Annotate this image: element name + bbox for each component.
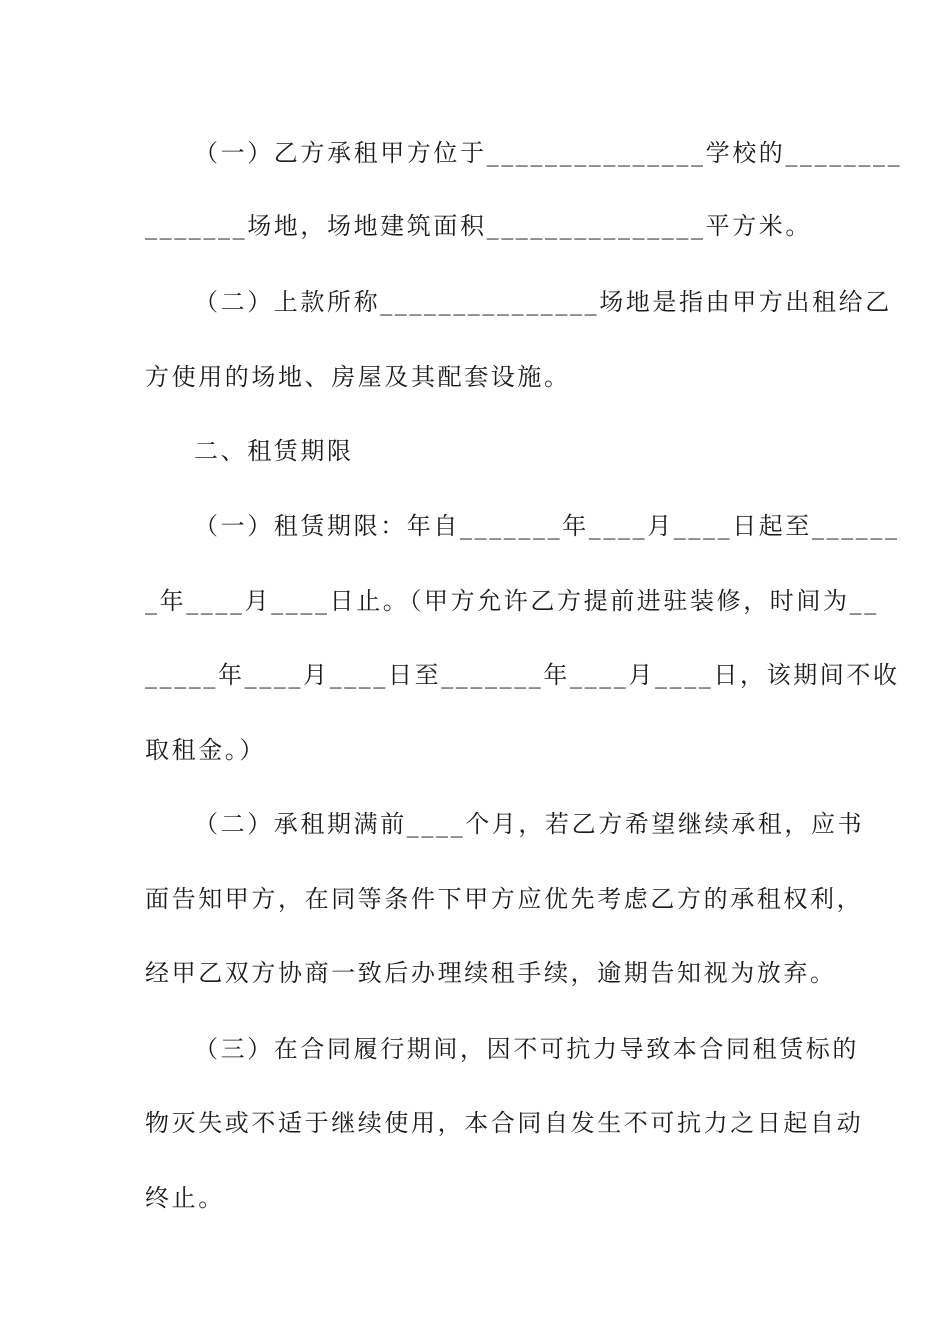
clause-2-1-line-2: _年____月____日止。（甲方允许乙方提前进驻装修，时间为__ — [145, 587, 879, 615]
clause-1-2-line-2: 方使用的场地、房屋及其配套设施。 — [145, 363, 571, 391]
clause-2-2-line-1: （二）承租期满前____个月，若乙方希望继续承租，应书 — [194, 810, 865, 838]
clause-1-1-line-2: _______场地，场地建筑面积_______________平方米。 — [145, 212, 812, 240]
clause-2-2-line-3: 经甲乙双方协商一致后办理续租手续，逾期告知视为放弃。 — [145, 959, 837, 987]
clause-2-2-line-2: 面告知甲方，在同等条件下甲方应优先考虑乙方的承租权利， — [145, 885, 864, 913]
clause-2-3-line-1: （三）在合同履行期间，因不可抗力导致本合同租赁标的 — [194, 1035, 859, 1063]
clause-2-1-line-4: 取租金。） — [145, 736, 266, 764]
clause-2-3-line-3: 终止。 — [145, 1184, 225, 1212]
section-heading-lease-term: 二、租赁期限 — [194, 437, 354, 465]
clause-1-1-line-1: （一）乙方承租甲方位于_______________学校的________ — [194, 139, 903, 167]
clause-2-1-line-1: （一）租赁期限：年自_______年____月____日起至______ — [194, 512, 900, 540]
clause-1-2-line-1: （二）上款所称_______________场地是指由甲方出租给乙 — [194, 288, 892, 316]
clause-2-1-line-3: _____年____月____日至_______年____月____日，该期间不收 — [145, 661, 900, 689]
clause-2-3-line-2: 物灭失或不适于继续使用，本合同自发生不可抗力之日起自动 — [145, 1109, 864, 1137]
